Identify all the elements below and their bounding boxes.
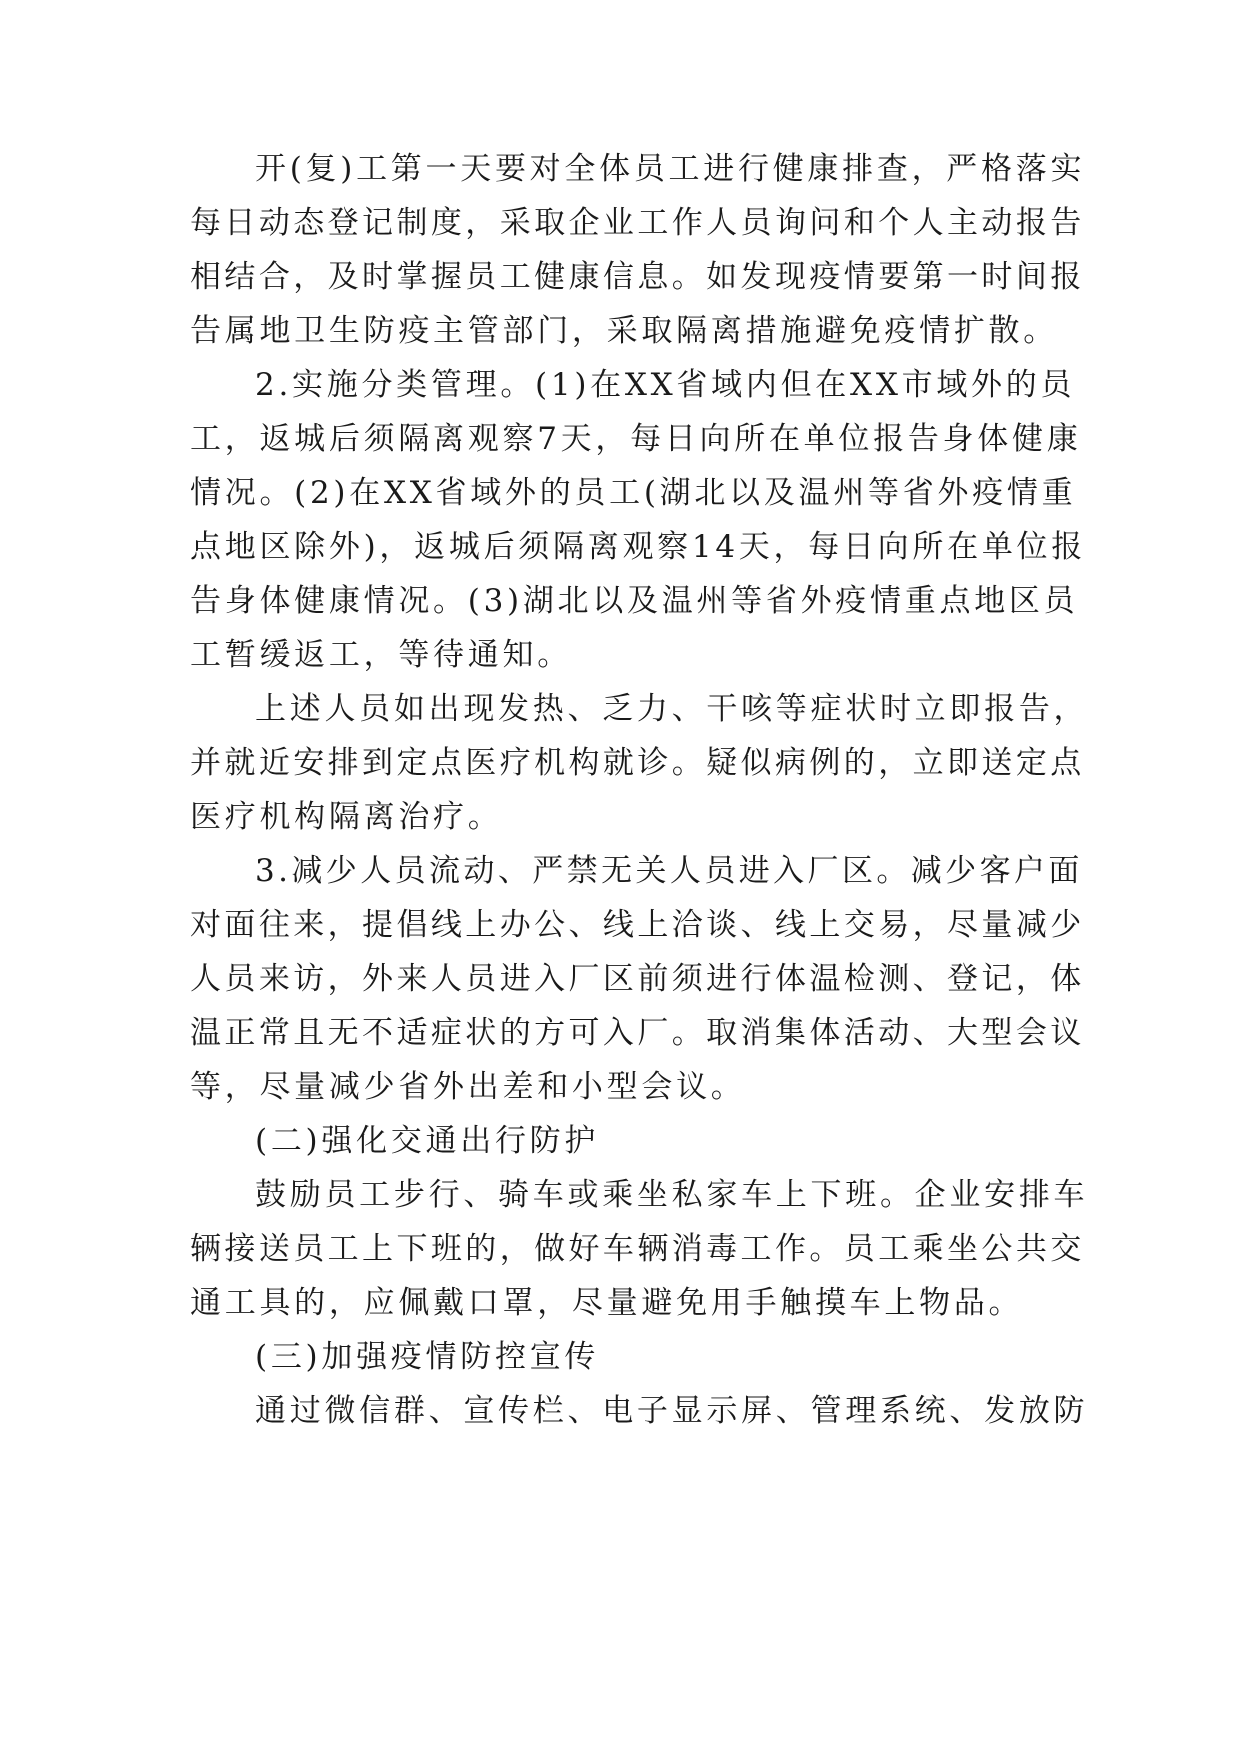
text-line: 通工具的，应佩戴口罩，尽量避免用手触摸车上物品。 xyxy=(190,1285,1024,1321)
text-line: 辆接送员工上下班的，做好车辆消毒工作。员工乘坐公共交 xyxy=(190,1231,1085,1267)
text-line: 上述人员如出现发热、乏力、干咳等症状时立即报告， xyxy=(255,691,1089,727)
text-line: 人员来访，外来人员进入厂区前须进行体温检测、登记，体 xyxy=(190,961,1085,997)
text-line: 对面往来，提倡线上办公、线上洽谈、线上交易，尽量减少 xyxy=(190,907,1085,943)
text-line: 等，尽量减少省外出差和小型会议。 xyxy=(190,1069,746,1105)
text-line: 点地区除外)，返城后须隔离观察14天，每日向所在单位报 xyxy=(190,529,1086,565)
section-heading: (二)强化交通出行防护 xyxy=(255,1123,600,1159)
text-line: 工暂缓返工，等待通知。 xyxy=(190,637,572,673)
text-line: 开(复)工第一天要对全体员工进行健康排查，严格落实 xyxy=(255,151,1086,187)
text-line: 并就近安排到定点医疗机构就诊。疑似病例的，立即送定点 xyxy=(190,745,1085,781)
text-line: 每日动态登记制度，采取企业工作人员询问和个人主动报告 xyxy=(190,205,1085,241)
text-line: 工，返城后须隔离观察7天，每日向所在单位报告身体健康 xyxy=(190,421,1082,457)
section-heading: (三)加强疫情防控宣传 xyxy=(255,1339,600,1375)
text-line: 鼓励员工步行、骑车或乘坐私家车上下班。企业安排车 xyxy=(255,1177,1089,1213)
text-line: 告属地卫生防疫主管部门，采取隔离措施避免疫情扩散。 xyxy=(190,313,1058,349)
text-line: 通过微信群、宣传栏、电子显示屏、管理系统、发放防 xyxy=(255,1393,1089,1429)
text-line: 医疗机构隔离治疗。 xyxy=(190,799,503,835)
text-line: 情况。(2)在XX省域外的员工(湖北以及温州等省外疫情重 xyxy=(190,475,1077,511)
text-line: 告身体健康情况。(3)湖北以及温州等省外疫情重点地区员 xyxy=(190,583,1079,619)
text-line: 相结合，及时掌握员工健康信息。如发现疫情要第一时间报 xyxy=(190,259,1085,295)
text-line: 温正常且无不适症状的方可入厂。取消集体活动、大型会议 xyxy=(190,1015,1085,1051)
text-line: 3.减少人员流动、严禁无关人员进入厂区。减少客户面 xyxy=(255,853,1083,889)
text-line: 2.实施分类管理。(1)在XX省域内但在XX市域外的员 xyxy=(255,367,1076,403)
